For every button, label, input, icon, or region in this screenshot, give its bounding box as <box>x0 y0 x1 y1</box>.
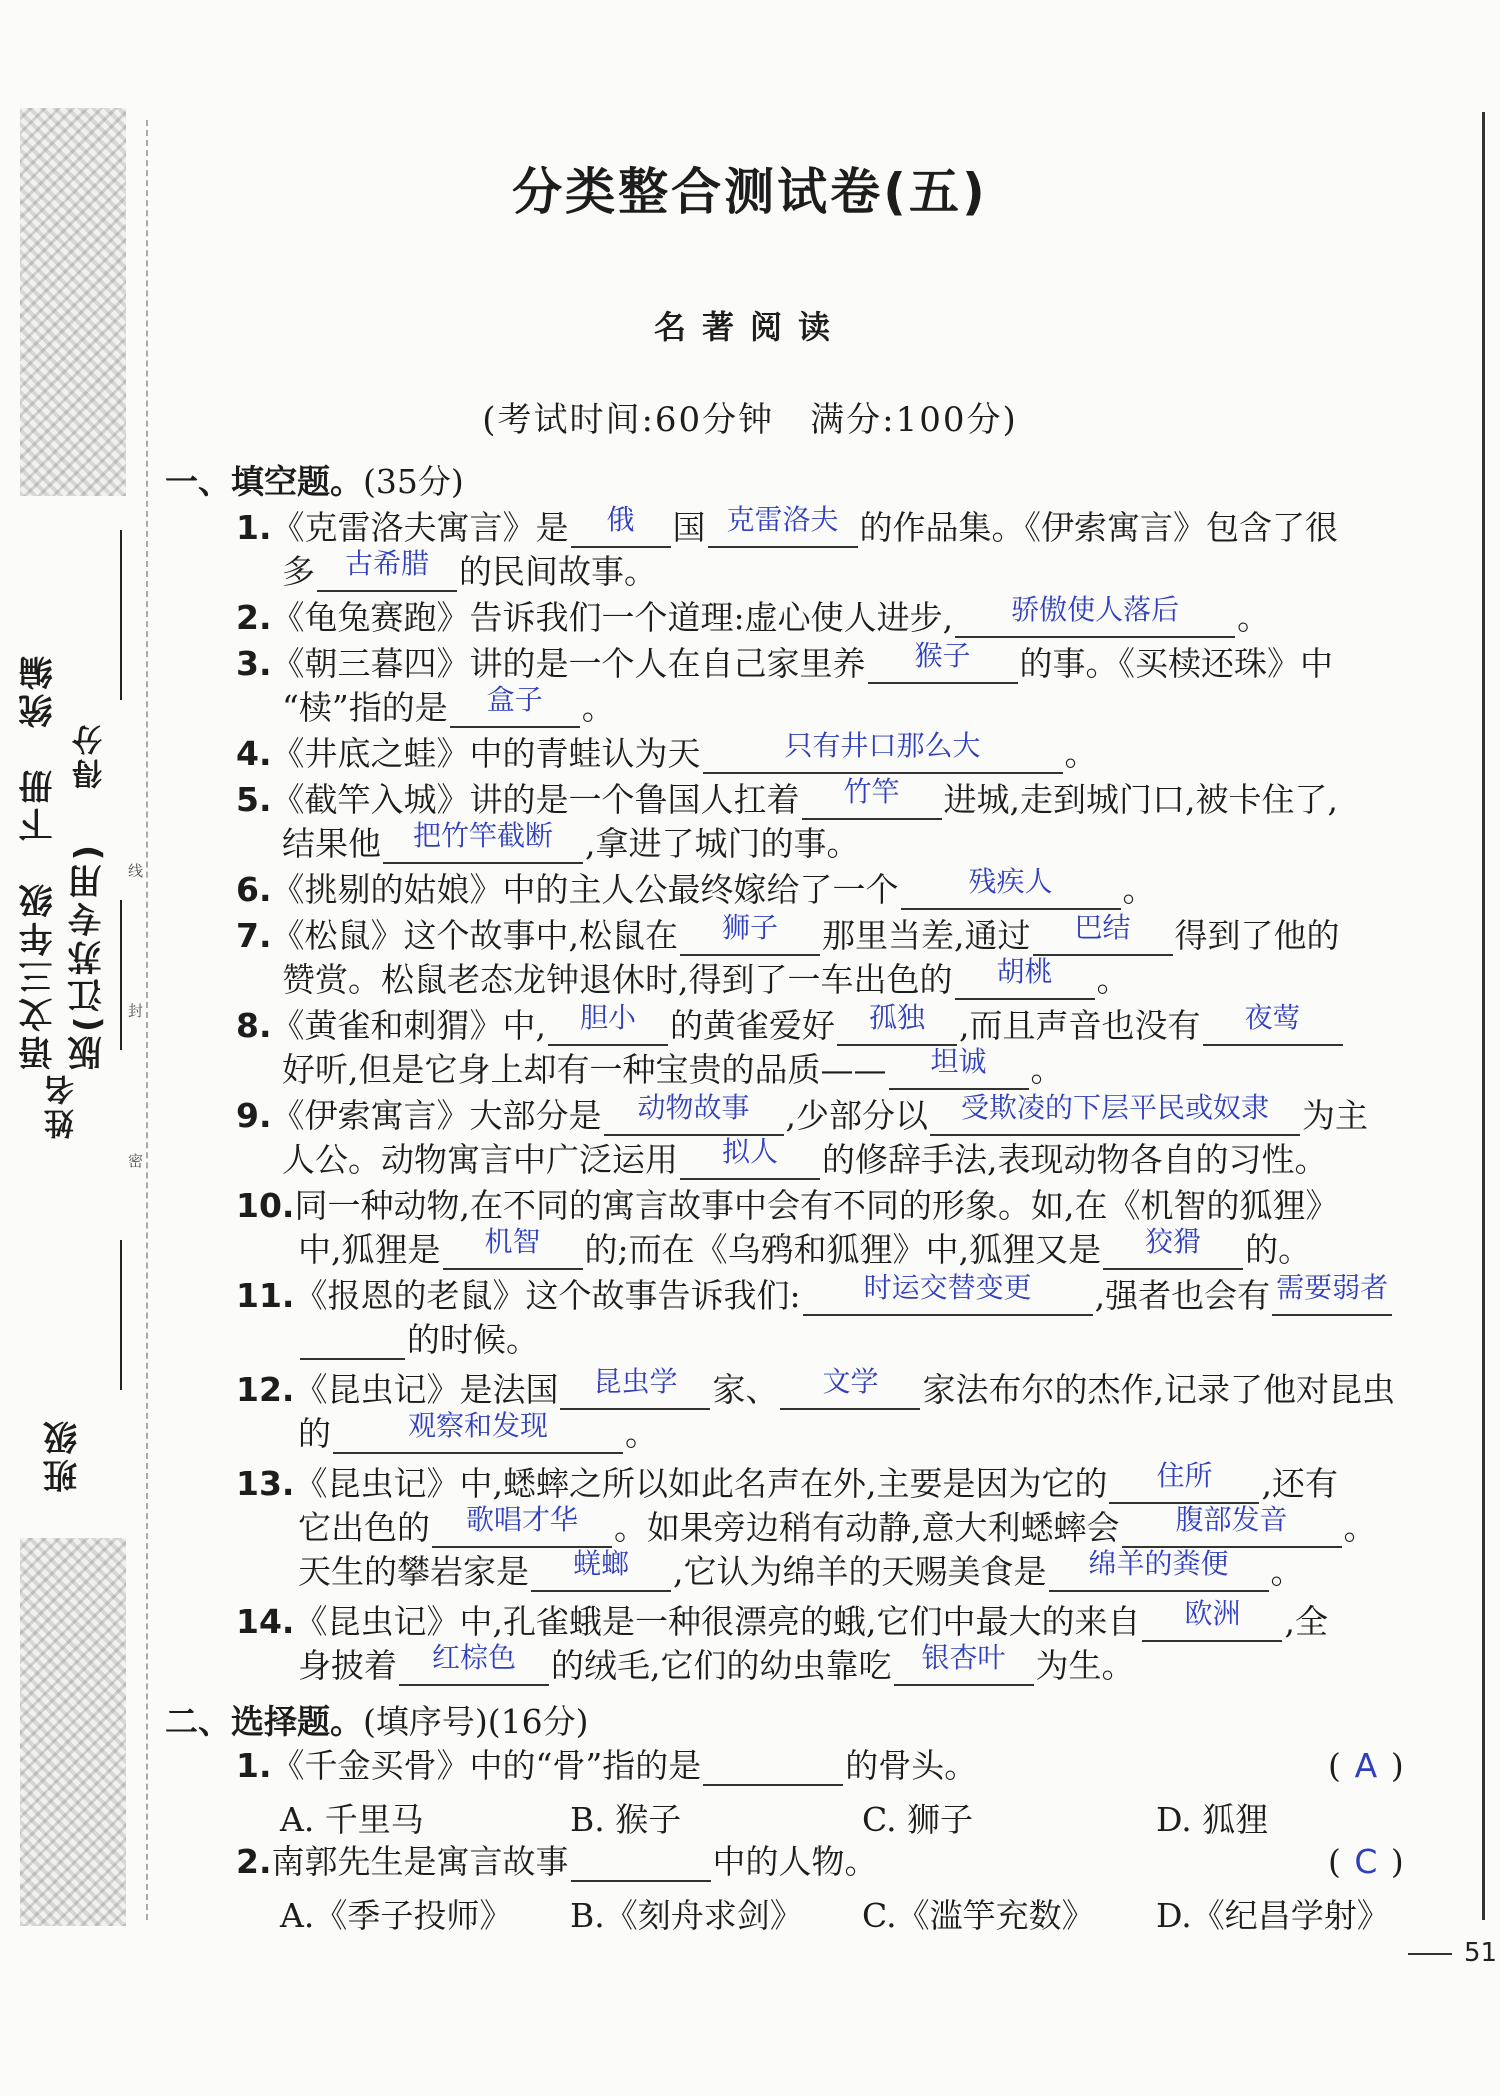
answer-blank[interactable]: 骄傲使人落后 <box>955 600 1235 638</box>
option-b[interactable]: B. 猴子 <box>570 1800 682 1839</box>
answer-blank[interactable]: 胡桃 <box>955 962 1095 1000</box>
question-12-cont: 的 观察和发现 。 <box>298 1409 658 1453</box>
answer-blank[interactable]: 俄 <box>571 510 671 548</box>
question-14: 14.《昆虫记》中,孔雀蛾是一种很漂亮的蛾,它们中最大的来自 欧洲 ,全 <box>236 1597 1328 1641</box>
choice-answer-2[interactable]: ( C ) <box>1328 1842 1404 1881</box>
choice-question-2: 2.南郭先生是寓言故事 中的人物。 <box>236 1842 878 1881</box>
binding-dashed-line <box>146 120 148 1920</box>
answer-blank[interactable]: 把竹竿截断 <box>383 826 583 864</box>
question-13-cont2: 天生的攀岩家是 蜣螂 ,它认为绵羊的天赐美食是 绵羊的粪便 。 <box>298 1547 1304 1591</box>
answer-blank[interactable]: 文学 <box>780 1372 920 1410</box>
answer-blank[interactable] <box>300 1322 405 1360</box>
decorative-pattern-bottom <box>20 1538 126 1926</box>
answer-blank[interactable]: 胆小 <box>548 1008 668 1046</box>
answer-blank[interactable]: 残疾人 <box>901 872 1121 910</box>
answer-blank[interactable]: 坦诚 <box>889 1052 1029 1090</box>
answer-blank[interactable]: 巴结 <box>1033 918 1173 956</box>
option-d[interactable]: D.《纪昌学射》 <box>1156 1896 1390 1935</box>
answer-blank[interactable]: 住所 <box>1109 1466 1259 1504</box>
choice-question-1: 1.《千金买骨》中的“骨”指的是 的骨头。 <box>236 1746 978 1785</box>
question-14-cont: 身披着 红棕色 的绒毛,它们的幼虫靠吃 银杏叶 为生。 <box>298 1641 1135 1685</box>
question-10-cont: 中,狐狸是 机智 的;而在《乌鸦和狐狸》中,狐狸又是 狡猾 的。 <box>298 1225 1312 1269</box>
answer-blank[interactable]: 夜莺 <box>1203 1008 1343 1046</box>
question-2: 2.《龟兔赛跑》告诉我们一个道理:虚心使人进步, 骄傲使人落后 。 <box>236 593 1271 637</box>
option-a[interactable]: A. 千里马 <box>280 1800 424 1839</box>
right-margin-rule <box>1482 112 1485 1920</box>
question-6: 6.《挑剔的姑娘》中的主人公最终嫁给了一个 残疾人 。 <box>236 865 1156 909</box>
question-1-cont: 多 古希腊 的民间故事。 <box>282 547 657 591</box>
question-7: 7.《松鼠》这个故事中,松鼠在 狮子 那里当差,通过 巴结 得到了他的 <box>236 911 1340 955</box>
option-d[interactable]: D. 狐狸 <box>1156 1800 1269 1839</box>
answer-blank[interactable]: 克雷洛夫 <box>708 510 858 548</box>
question-5-cont: 结果他 把竹竿截断 ,拿进了城门的事。 <box>282 819 860 863</box>
page-number: 51 <box>1408 1938 1497 1968</box>
section-heading-choice: 二、选择题。(填序号)(16分) <box>165 1702 589 1741</box>
answer-blank[interactable]: 蜣螂 <box>531 1554 671 1592</box>
answer-blank[interactable]: 猴子 <box>868 646 1018 684</box>
question-13-cont: 它出色的 歌唱才华 。如果旁边稍有动静,意大利蟋蟀会 腹部发音 。 <box>298 1503 1377 1547</box>
answer-blank[interactable]: 需要弱者 <box>1272 1278 1392 1316</box>
question-8-cont: 好听,但是它身上却有一种宝贵的品质—— 坦诚 。 <box>282 1045 1064 1089</box>
question-1: 1.《克雷洛夫寓言》是 俄 国 克雷洛夫 的作品集。《伊索寓言》包含了很 <box>236 503 1338 547</box>
answer-blank[interactable]: 盒子 <box>450 690 580 728</box>
answer-blank[interactable]: 狮子 <box>680 918 820 956</box>
exam-info: (考试时间:60分钟 满分:100分) <box>482 400 1018 440</box>
answer-blank[interactable]: 竹竿 <box>802 782 942 820</box>
answer-blank[interactable] <box>703 1748 843 1786</box>
seal-mark-xian: 线 <box>128 862 144 880</box>
question-10: 10.同一种动物,在不同的寓言故事中会有不同的形象。如,在《机智的狐狸》 <box>236 1186 1339 1225</box>
answer-blank[interactable]: 机智 <box>443 1232 583 1270</box>
question-5: 5.《截竿入城》讲的是一个鲁国人扛着 竹竿 进城,走到城门口,被卡住了, <box>236 775 1338 819</box>
answer-blank[interactable]: 红棕色 <box>399 1648 549 1686</box>
seal-mark-mi: 密 <box>128 1152 144 1170</box>
seal-mark-feng: 封 <box>128 1002 144 1020</box>
option-c[interactable]: C. 狮子 <box>862 1800 974 1839</box>
answer-blank[interactable]: 歌唱才华 <box>432 1510 612 1548</box>
answer-blank[interactable]: 动物故事 <box>604 1098 784 1136</box>
answer-blank[interactable]: 受欺凌的下层平民或奴隶 <box>930 1098 1300 1136</box>
answer-blank[interactable]: 只有井口那么大 <box>703 736 1063 774</box>
question-9: 9.《伊索寓言》大部分是 动物故事 ,少部分以 受欺凌的下层平民或奴隶 为主 <box>236 1091 1368 1135</box>
answer-blank[interactable]: 绵羊的粪便 <box>1049 1554 1269 1592</box>
answer-blank[interactable]: 昆虫学 <box>560 1372 710 1410</box>
class-field[interactable] <box>120 1240 122 1390</box>
question-12: 12.《昆虫记》是法国 昆虫学 家、 文学 家法布尔的杰作,记录了他对昆虫 <box>236 1365 1395 1409</box>
question-11-cont: 的时候。 <box>298 1320 539 1360</box>
section-heading-fill: 一、填空题。(35分) <box>165 462 464 501</box>
option-b[interactable]: B.《刻舟求剑》 <box>570 1896 803 1935</box>
answer-blank[interactable]: 腹部发音 <box>1122 1510 1342 1548</box>
question-11: 11.《报恩的老鼠》这个故事告诉我们: 时运交替变更 ,强者也会有 需要弱者 <box>236 1276 1394 1316</box>
answer-blank[interactable]: 孤独 <box>837 1008 957 1046</box>
page-subtitle: 名著阅读 <box>653 308 846 346</box>
answer-blank[interactable] <box>571 1844 711 1882</box>
book-info: 语文三年级 下册 统编版(江苏专用) <box>19 652 108 1070</box>
question-9-cont: 人公。动物寓言中广泛运用 拟人 的修辞手法,表现动物各自的习性。 <box>282 1135 1328 1179</box>
answer-blank[interactable]: 观察和发现 <box>333 1416 623 1454</box>
answer-blank[interactable]: 狡猾 <box>1103 1232 1243 1270</box>
question-3: 3.《朝三暮四》讲的是一个人在自己家里养 猴子 的事。《买椟还珠》中 <box>236 639 1333 683</box>
question-8: 8.《黄雀和刺猬》中, 胆小 的黄雀爱好 孤独 ,而且声音也没有 夜莺 <box>236 1006 1345 1046</box>
page-title: 分类整合测试卷(五) <box>512 163 988 221</box>
answer-blank[interactable]: 古希腊 <box>317 554 457 592</box>
name-label: 姓名 <box>45 1071 80 1139</box>
name-field[interactable] <box>120 900 122 1050</box>
answer-blank[interactable]: 欧洲 <box>1142 1604 1282 1642</box>
answer-blank[interactable]: 银杏叶 <box>894 1648 1034 1686</box>
score-label: 得分 <box>73 721 108 789</box>
question-4: 4.《井底之蛙》中的青蛙认为天 只有井口那么大 。 <box>236 729 1098 773</box>
choice-answer-1[interactable]: ( A ) <box>1328 1746 1404 1785</box>
score-field[interactable] <box>120 530 122 700</box>
class-label: 班级 <box>43 1417 84 1493</box>
question-7-cont: 赞赏。松鼠老态龙钟退休时,得到了一车出色的 胡桃 。 <box>282 955 1130 999</box>
question-3-cont: “椟”指的是 盒子 。 <box>282 683 615 727</box>
option-a[interactable]: A.《季子投师》 <box>280 1896 513 1935</box>
question-13: 13.《昆虫记》中,蟋蟀之所以如此名声在外,主要是因为它的 住所 ,还有 <box>236 1459 1338 1503</box>
option-c[interactable]: C.《滥竽充数》 <box>862 1896 1095 1935</box>
answer-blank[interactable]: 拟人 <box>680 1142 820 1180</box>
answer-blank[interactable]: 时运交替变更 <box>803 1278 1093 1316</box>
